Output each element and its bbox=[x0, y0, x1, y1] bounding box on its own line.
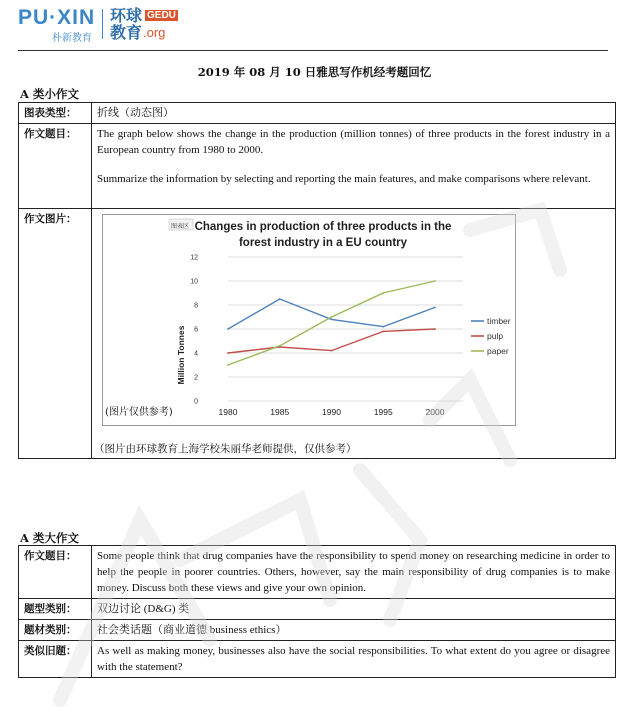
y-tick-label: 8 bbox=[194, 302, 198, 310]
gedu-badge: GEDU bbox=[147, 10, 176, 21]
similar-key: 类似旧题： bbox=[19, 641, 92, 678]
chart-type-key: 图表类型： bbox=[19, 103, 92, 124]
image-caption: （图片由环球教育上海学校朱丽华老师提供，仅供参考） bbox=[94, 443, 357, 455]
series-point-paper bbox=[279, 345, 281, 347]
huanqiu-logo-bottom: 教育 bbox=[110, 23, 143, 42]
puxin-logo-subtitle: 朴新教育 bbox=[52, 33, 92, 44]
y-axis-label: Million Tonnes bbox=[176, 325, 186, 385]
similar-value: As well as making money, businesses also have the social responsibilities. To what extent do you agree or disagree with the statement? bbox=[92, 641, 616, 678]
image-key: 作文图片： bbox=[19, 209, 92, 459]
prompt-paragraph-2: Summarize the information by selecting and reporting the main features, and make comparisons where relevant. bbox=[97, 173, 591, 185]
series-point-pulp bbox=[382, 331, 384, 333]
legend-label-timber: timber bbox=[487, 316, 511, 326]
y-tick-label: 2 bbox=[194, 374, 198, 382]
series-point-timber bbox=[382, 326, 384, 328]
series-point-timber bbox=[279, 298, 281, 300]
prompt-key: 作文题目： bbox=[19, 124, 92, 209]
document-title: 2019 年 08 月 10 日雅思写作机经考题回忆 bbox=[197, 65, 432, 79]
series-point-paper bbox=[227, 364, 229, 366]
series-point-paper bbox=[434, 280, 436, 282]
table-row bbox=[19, 124, 616, 209]
x-tick-label: 2000 bbox=[425, 407, 445, 417]
prompt-paragraph-1: The graph below shows the change in the production (million tonnes) of three products in the forest industry in a European country from 1980 to 2000. bbox=[97, 128, 610, 156]
chart-area-stamp: 图表区 bbox=[171, 224, 190, 230]
series-point-paper bbox=[382, 292, 384, 294]
puxin-logo-text: PU·XIN bbox=[18, 6, 96, 29]
section-small-essay-label: A 类小作文 bbox=[20, 87, 79, 101]
series-point-timber bbox=[227, 328, 229, 330]
header-rule bbox=[18, 50, 608, 51]
logo-divider bbox=[102, 9, 103, 39]
section-large-essay-label: A 类大作文 bbox=[20, 531, 79, 545]
series-point-pulp bbox=[434, 328, 436, 330]
series-point-timber bbox=[331, 319, 333, 321]
x-tick-label: 1980 bbox=[218, 407, 238, 417]
topic-value: 社会类话题（商业道德 business ethics） bbox=[92, 620, 616, 641]
y-tick-label: 12 bbox=[190, 254, 198, 262]
prompt-value bbox=[92, 124, 616, 209]
table-row bbox=[19, 103, 616, 124]
legend-label-paper: paper bbox=[487, 346, 509, 356]
type-value: 双边讨论 (D&G) 类 bbox=[92, 599, 616, 620]
chart-type-value: 折线（动态图） bbox=[92, 103, 616, 124]
y-tick-label: 0 bbox=[194, 398, 198, 406]
org-text: .org bbox=[143, 25, 166, 40]
chart-svg bbox=[103, 215, 515, 425]
topic-key: 题材类别： bbox=[19, 620, 92, 641]
series-line-pulp bbox=[228, 329, 435, 353]
table-row bbox=[19, 620, 616, 641]
series-point-timber bbox=[434, 307, 436, 309]
large-prompt-key: 作文题目： bbox=[19, 546, 92, 599]
x-tick-label: 1985 bbox=[270, 407, 290, 417]
series-point-pulp bbox=[227, 352, 229, 354]
large-essay-table bbox=[18, 545, 616, 678]
table-row bbox=[19, 599, 616, 620]
y-tick-label: 4 bbox=[194, 350, 198, 358]
x-tick-label: 1995 bbox=[373, 407, 393, 417]
series-line-paper bbox=[228, 281, 435, 365]
gedu-logo bbox=[18, 6, 188, 42]
series-point-paper bbox=[331, 316, 333, 318]
huanqiu-logo-top: 环球 bbox=[110, 6, 143, 25]
chart-note: (图片仅供参考) bbox=[105, 407, 173, 418]
type-key: 题型类别： bbox=[19, 599, 92, 620]
chart-title-line1: Changes in production of three products in the bbox=[194, 221, 452, 233]
x-tick-label: 1990 bbox=[322, 407, 341, 417]
series-point-pulp bbox=[331, 350, 333, 352]
legend-label-pulp: pulp bbox=[487, 331, 504, 341]
chart-title-line2: forest industry in a EU country bbox=[238, 237, 408, 249]
line-chart bbox=[102, 214, 516, 426]
table-row bbox=[19, 641, 616, 678]
series-line-timber bbox=[228, 299, 435, 329]
large-prompt-value: Some people think that drug companies have the responsibility to spend money on researching medicine in order to help the people in poorer countries. Others, however, say the main responsibility of drug companies is to make money. Discuss both these views and give your own opinion. bbox=[92, 546, 616, 599]
y-tick-label: 6 bbox=[194, 326, 198, 334]
table-row bbox=[19, 546, 616, 599]
y-tick-label: 10 bbox=[190, 278, 198, 286]
